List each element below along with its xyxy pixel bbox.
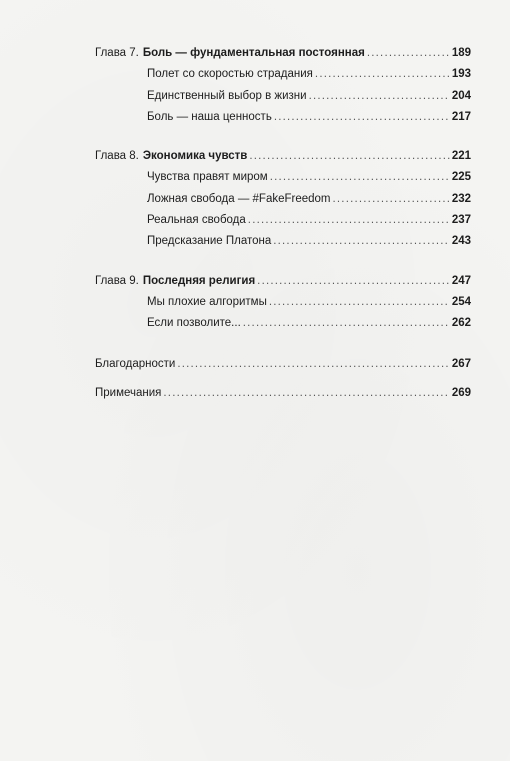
toc-chapter-9: [95, 271, 471, 292]
dot-leader: [333, 189, 450, 210]
back-matter-title: Благодарности: [95, 357, 176, 370]
section-title: Единственный выбор в жизни: [147, 89, 307, 102]
dot-leader: [248, 210, 450, 231]
toc-section: [95, 210, 471, 231]
page-number: 221: [451, 150, 471, 163]
section-title: Полет со скоростью страдания: [147, 68, 313, 81]
section-title: Ложная свобода — #FakeFreedom: [147, 192, 331, 205]
dot-leader: [269, 292, 450, 313]
page-number: 267: [451, 357, 471, 370]
page-number: 193: [451, 68, 471, 81]
page-number: 269: [451, 386, 471, 399]
chapter-title: Экономика чувств: [142, 150, 248, 163]
chapter-number: Глава 9.: [95, 274, 139, 287]
page-number: 232: [451, 192, 471, 205]
dot-leader: [249, 146, 449, 167]
dot-leader: [270, 167, 450, 188]
dot-leader: [315, 64, 450, 85]
chapter-label: [95, 271, 255, 292]
spacer: [95, 375, 471, 383]
toc-chapter-7: [95, 43, 471, 64]
dot-leader: [243, 313, 450, 334]
dot-leader: [273, 231, 450, 252]
page-number: 189: [451, 47, 471, 59]
section-title: Чувства правят миром: [147, 171, 268, 184]
dot-leader: [163, 383, 449, 404]
toc-section: [95, 167, 471, 188]
toc-acknowledgements: [95, 354, 471, 375]
spacer: [95, 128, 471, 146]
table-of-contents: [95, 43, 471, 404]
page-number: 237: [451, 214, 471, 227]
page-number: 204: [451, 89, 471, 102]
dot-leader: [309, 86, 450, 107]
toc-notes: [95, 383, 471, 404]
dot-leader: [257, 271, 450, 292]
chapter-label: [95, 146, 247, 167]
section-title: Предсказание Платона: [147, 235, 272, 248]
chapter-title: Боль — фундаментальная постоянная: [142, 47, 365, 59]
section-title: Реальная свобода: [147, 214, 246, 227]
spacer: [95, 335, 471, 354]
section-title: Если позволите...: [147, 317, 241, 330]
dot-leader: [274, 107, 450, 128]
chapter-label: [95, 43, 365, 64]
toc-section: [95, 231, 471, 252]
toc-section: [95, 313, 471, 334]
chapter-title: Последняя религия: [142, 274, 256, 287]
toc-section: [95, 107, 471, 128]
chapter-number: Глава 7.: [95, 47, 139, 59]
toc-section: [95, 189, 471, 210]
section-title: Боль — наша ценность: [147, 110, 272, 123]
chapter-number: Глава 8.: [95, 150, 139, 163]
back-matter-title: Примечания: [95, 386, 162, 399]
section-title: Мы плохие алгоритмы: [147, 295, 267, 308]
page-number: 247: [451, 274, 471, 287]
toc-section: [95, 292, 471, 313]
dot-leader: [367, 43, 450, 64]
toc-section: [95, 64, 471, 85]
page-number: 225: [451, 171, 471, 184]
toc-chapter-8: [95, 146, 471, 167]
dot-leader: [177, 354, 450, 375]
page-number: 262: [451, 317, 471, 330]
page-number: 243: [451, 235, 471, 248]
page-number: 254: [451, 295, 471, 308]
toc-section: [95, 86, 471, 107]
page-number: 217: [451, 110, 471, 123]
spacer: [95, 253, 471, 271]
